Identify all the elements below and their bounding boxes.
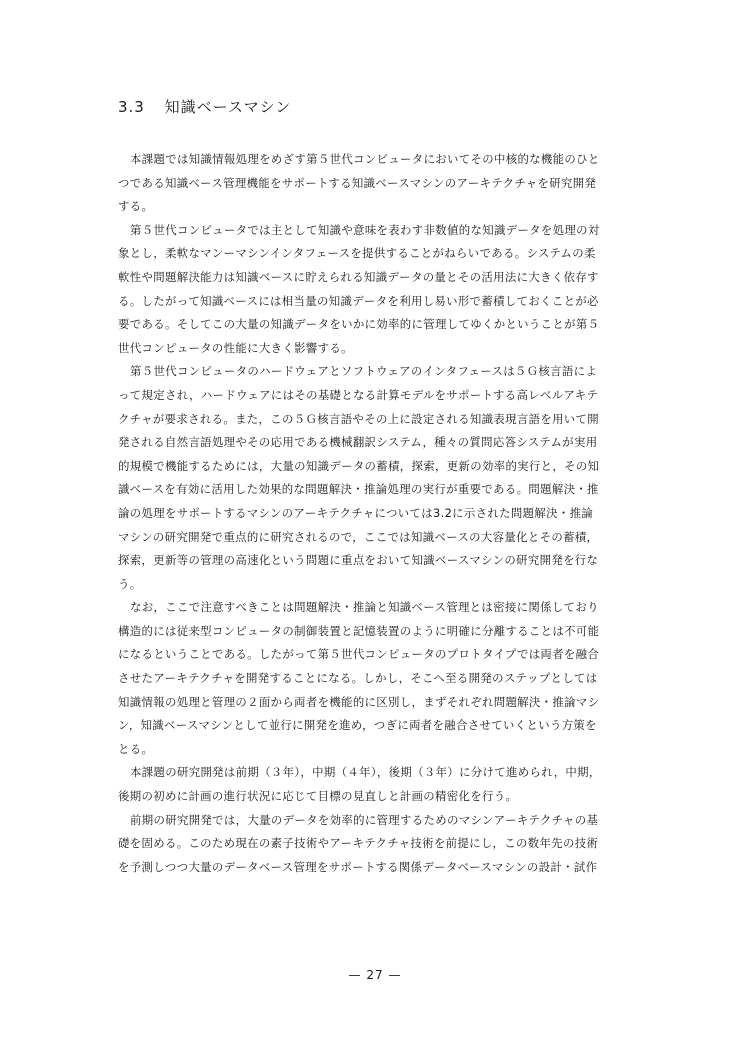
paragraph-line: 構造的には従来型コンピュータの制御装置と記憶装置のように明確に分離することは不可能 [118,623,600,638]
paragraph-line: 象とし，柔軟なマンーマシンインタフェースを提供することがねらいである。システムの柔 [118,246,596,261]
paragraph-4 [118,596,694,761]
paragraph-line: 前期の研究開発では，大量のデータを効率的に管理するためのマシンアーキテクチャの基 [130,812,599,827]
paragraph-line: 論の処理をサポートするマシンのアーキテクチャについては3.2に示された問題解決・推論 [118,505,594,520]
paragraph-line: する。 [118,199,154,214]
paragraph-line: マシンの研究開発で重点的に研究されるので，ここでは知識ベースの大容量化とその蓄積， [118,529,599,544]
section-number: 3.3 [118,98,145,116]
paragraph-line: 後期の初めに計画の進行状況に応じて目標の見直しと計画の精密化を行う。 [118,789,518,804]
body-text [118,148,694,879]
paragraph-line: って規定され，ハードウェアにはその基礎となる計算モデルをサポートする高レベルアキテ [118,387,599,402]
paragraph-line: になるということである。したがって第５世代コンピュータのプロトタイプでは両者を融合 [118,647,600,662]
paragraph-line: つである知識ベース管理機能をサポートする知識ベースマシンのアーキテクチャを研究開発 [118,175,597,190]
paragraph-line: 発される自然言語処理やその応用である機械翻訳システム，種々の質問応答システムが実用 [118,435,598,450]
paragraph-line: 軟性や問題解決能力は知識ベースに貯えられる知識データの量とその活用法に大きく依存す [118,269,599,284]
paragraph-2 [118,219,694,361]
section-heading [118,96,291,117]
paragraph-line: 本課題では知識情報処理をめざす第５世代コンピュータにおいてその中核的な機能のひと [130,152,600,166]
paragraph-line: を予測しつつ大量のデータベース管理をサポートする関係データベースマシンの設計・試作 [118,859,598,874]
paragraph-line: 知識情報の処理と管理の２面から両者を機能的に区別し，まずそれぞれ問題解決・推論マシ [118,694,600,709]
paragraph-line: 第５世代コンピュータでは主として知識や意味を表わす非数値的な知識データを処理の対 [130,222,600,237]
paragraph-line: 探索，更新等の管理の高速化という問題に重点をおいて知識ベースマシンの研究開発を行な [118,553,599,568]
paragraph-5 [118,761,694,808]
paragraph-1 [118,148,694,219]
paragraph-line: う。 [118,576,142,591]
paragraph-line: 本課題の研究開発は前期（３年），中期（４年），後期（３年）に分けて進められ，中期， [130,765,601,780]
paragraph-6 [118,809,694,880]
paragraph-line: 礎を固める。このため現在の素子技術やアーキテクチャ技術を前提にし，この数年先の技術 [118,836,599,851]
paragraph-line: とる。 [118,741,154,756]
paragraph-line: る。したがって知識ベースには相当量の知識データを利用し易い形で蓄積しておくことが必 [118,293,599,308]
paragraph-line: 世代コンピュータの性能に大きく影響する。 [118,340,353,355]
paragraph-3 [118,360,694,596]
paragraph-line: 要である。そしてこの大量の知識データをいかに効率的に管理してゆくかということが第５ [118,317,600,332]
paragraph-line: させたアーキテクチャを開発することになる。しかし，そこへ至る開発のステップとしては [118,671,598,686]
paragraph-line: ン，知識ベースマシンとして並行に開発を進め，つぎに両者を融合させていくという方策を [118,718,597,733]
paragraph-line: クチャが要求される。また，この５Ｇ核言語やその上に設定される知識表現言語を用いて開 [118,411,600,426]
paragraph-line: 第５世代コンピュータのハードウェアとソフトウェアのインタフェースは５Ｇ核言語によ [130,364,598,379]
paragraph-line: 識ベースを有効に活用した効果的な問題解決・推論処理の実行が重要である。問題解決・推 [118,482,599,497]
section-title: 知識ベースマシン [164,98,292,116]
paragraph-line: 的規模で機能するためには，大量の知識データの蓄積，探索，更新の効率的実行と，その知 [118,458,600,473]
page-number: — 27 — [348,968,402,982]
paragraph-line: なお，ここで注意すべきことは問題解決・推論と知識ベース管理とは密接に関係しており [130,600,599,615]
